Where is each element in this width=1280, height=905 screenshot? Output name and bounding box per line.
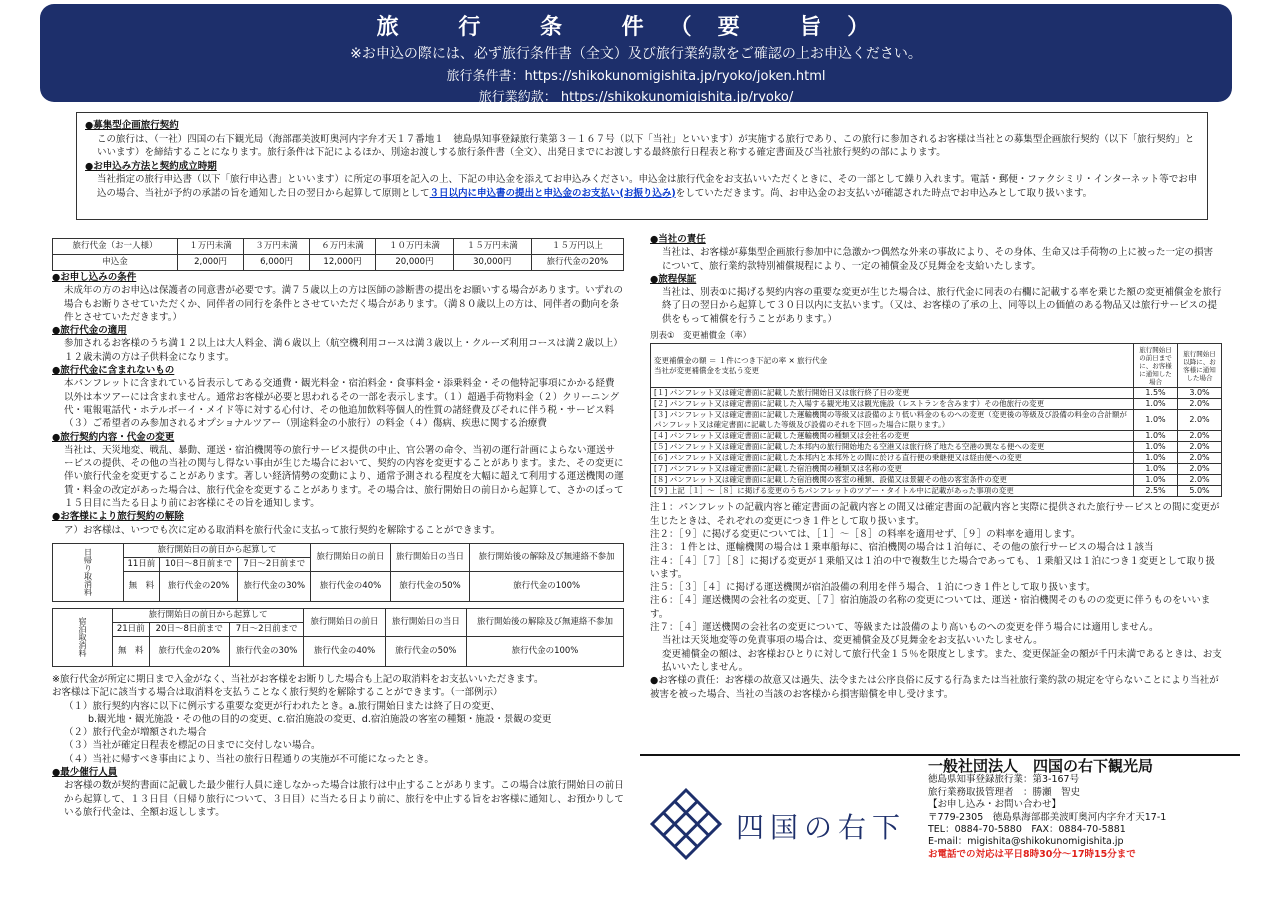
table-side-label: 日帰り取消料	[53, 543, 124, 601]
org-name: 一般社団法人 四国の右下観光局	[928, 757, 1154, 775]
logo-text: 四国の右下	[736, 811, 907, 844]
table-cell: 1.0%	[1134, 464, 1178, 475]
note-item: 注５：［３］［４］に掲げる運送機関が宿泊設備の利用を伴う場合、１泊につき１件として取り扱います。	[650, 582, 1096, 594]
page-title: 旅 行 条 件（要 旨）	[376, 15, 896, 40]
table-cell: 1.0%	[1134, 431, 1178, 442]
section-heading: ●お申込み方法と契約成立時期	[85, 160, 217, 172]
table-cell: 旅行代金の20%	[149, 636, 229, 666]
section-text: お客様の数が契約書面に記載した最少催行人員に達しなかった場合は旅行は中止することがあります。この場合は旅行開始日の前日から起算して、１３日目（日帰り旅行について、３日目）に当たる日より前に、旅行を中止する旨をお客様に通知し、お預かりしている旅行代金は、全額お返しします。	[64, 780, 624, 818]
table-cell: [８] パンフレット又は確定書面に記載した宿泊機関の客室の種類、設備又は景観その他の客室条件の変更	[651, 475, 1134, 486]
section-text: ※旅行代金が所定に期日まで入金がなく、当社がお客様をお断りした場合も上記の取消料をお支払いいただきます。	[52, 673, 544, 685]
table-cell: 旅行開始日の当日	[390, 543, 470, 571]
note-item: 注７：［４］運送機関の会社名の変更について、等級または設備のより高いものへの変更を伴う場合には適用しません。	[650, 622, 1159, 634]
table-cell: １５万円以上	[531, 239, 623, 255]
table-cell: 旅行代金の50%	[390, 571, 470, 601]
list-item: （２）旅行代金が増額された場合	[64, 727, 207, 739]
table-cell: 旅行代金の20%	[159, 571, 238, 601]
table-cell: ６万円未満	[310, 239, 376, 255]
cancel-table-day	[52, 543, 624, 602]
phone-fax: TEL：0884-70-5880 FAX：0884-70-5881	[928, 824, 1126, 836]
table-title: 別表① 変更補償金（率）	[650, 331, 752, 342]
table-cell: 12,000円	[310, 255, 376, 271]
table-cell: 無 料	[113, 636, 150, 666]
section-heading: ●最少催行人員	[52, 767, 118, 779]
section-text: 当社は、お客様が募集型企画旅行参加中に急激かつ偶然な外来の事故により、その身体、生命又は手荷物の上に被った一定の損害について、旅行業約款特別補償規程により、一定の補償金及び見舞金を支給いたします。	[662, 247, 1214, 272]
deposit-table	[52, 238, 624, 271]
table-cell: 2.0%	[1178, 410, 1222, 431]
notes-list	[650, 501, 1222, 634]
manager: 旅行業務取扱管理者 ：勝瀬 智史	[928, 786, 1081, 798]
table-head: 旅行開始日の前日までに、お客様に通知した場合	[1134, 344, 1178, 388]
table-cell: ３万円未満	[244, 239, 310, 255]
table-cell: 3.0%	[1178, 388, 1222, 399]
contract-box	[76, 112, 1208, 220]
table-cell: [５] パンフレット又は確定書面に記載した本邦内の旅行開始地たる空港又は旅行終了地たる空港の異なる便への変更	[651, 442, 1134, 453]
list-item: （４）当社に帰すべき事由により、当社の旅行日程通りの実施が不可能になったとき。	[64, 753, 434, 765]
table-cell: 旅行開始後の解除及び無連絡不参加	[470, 543, 624, 571]
section-text: 当社は、別表①に掲げる契約内容の重要な変更が生じた場合は、旅行代金に同表の右欄に記載する率を乗じた額の変更補償金を旅行終了日の翌日から起算して３０日以内に支払います。（又は、お客様の了承の上、同等以上の価値のある物品又は旅行サービスの提供をもって補償を行うことがあります。）	[662, 287, 1222, 325]
table-cell: 旅行代金の20%	[531, 255, 623, 271]
table-cell: 1.0%	[1134, 453, 1178, 464]
note-item: 注６：［４］運送機関の会社名の変更、［７］宿泊施設の名称の変更については、運送・宿泊機関そのものの変更に伴うものをいいます。	[650, 595, 1211, 620]
table-cell: 7日〜2日前まで	[238, 557, 311, 571]
note-item: 注２：［９］に掲げる変更については、［１］〜［８］の料率を適用せず、［９］の料率を適用します。	[650, 528, 1081, 540]
email: E-mail：migishita@shikokunomigishita.jp	[928, 836, 1124, 848]
note-item: 注４：［４］［７］［８］に掲げる変更が１乗船又は１泊の中で複数生じた場合であっても、１乗船又は１泊につき１変更として取り扱います。	[650, 555, 1215, 580]
section-heading: ●旅行代金の適用	[52, 325, 127, 337]
section-text: 当社は天災地変等の免責事項の場合は、変更補償金及び見舞金をお支払いいたしません。	[662, 635, 1043, 647]
table-cell: 旅行代金（お一人様）	[53, 239, 178, 255]
table-cell: 旅行代金の100%	[470, 571, 624, 601]
table-cell: 無 料	[124, 571, 160, 601]
table-cell: 20,000円	[376, 255, 454, 271]
table-cell: １０万円未満	[376, 239, 454, 255]
section-heading: ●募集型企画旅行契約	[85, 120, 179, 131]
table-cell: 旅行代金の40%	[304, 636, 385, 666]
address: 〒779-2305 徳島県海部郡美波町奥河内字弁才天17-1	[928, 811, 1167, 823]
table-cell: 1.5%	[1134, 388, 1178, 399]
table-cell: 旅行開始日の前日から起算して	[124, 543, 311, 557]
table-cell: 旅行代金の30%	[238, 571, 311, 601]
table-cell: 2.0%	[1178, 431, 1222, 442]
table-cell: 20日〜8日前まで	[149, 622, 229, 636]
section-text: 参加されるお客様のうち満１２以上は大人料金、満６歳以上（航空機利用コースは満３歳以上・クルーズ利用コースは満２歳以上）１２歳未満の方は子供料金になります。	[64, 338, 623, 363]
table-head: 旅行開始日以降に、お客様に通知した場合	[1178, 344, 1222, 388]
contact-heading: 【お申し込み・お問い合わせ】	[928, 799, 1062, 811]
table-side-label: 宿泊取消料	[53, 608, 113, 666]
hours-notice: お電話での対応は平日8時30分〜17時15分まで	[928, 848, 1136, 860]
table-cell: 2.0%	[1178, 442, 1222, 453]
table-cell: １５万円未満	[453, 239, 531, 255]
table-cell: 2,000円	[178, 255, 244, 271]
highlight-text: ３日以内に申込書の提出と申込金のお支払い(お振り込み)	[429, 187, 676, 199]
table-head: 変更補償金の額 ＝ １件につき下記の率 × 旅行代金 当社が変更補償金を支払う変更	[651, 344, 1134, 388]
table-cell: 1.0%	[1134, 442, 1178, 453]
joken-url: 旅行条件書：https://shikokunomigishita.jp/ryoko/joken.html	[446, 69, 826, 84]
list-item: （３）当社が確定日程表を標記の日までに交付しない場合。	[64, 740, 321, 752]
section-heading: ●お申し込みの条件	[52, 272, 137, 283]
table-cell: 2.0%	[1178, 464, 1222, 475]
section-heading: ●旅行契約内容・代金の変更	[52, 431, 175, 443]
section-heading: ●お客様により旅行契約の解除	[52, 511, 184, 523]
table-cell: [３] パンフレット又は確定書面に記載した運輸機関の等級又は設備のより低い料金のものへの変更（変更後の等級及び設備の料金の合計額がパンフレット又は確定書面に記載した等級及び設備のそれを下回った場合に限ります。）	[651, 410, 1134, 431]
section-text: この旅行は、（一社）四国の右下観光局（海部郡美波町奥河内字弁才天１７番地１ 徳島県知事登録旅行業第３－１６７号（以下「当社」といいます）が実施する旅行であり、この旅行に参加されるお客様は当社との募集型企画旅行契約（以下「旅行契約」といいます）を締結することになります。旅行条件は下記によるほか、別途お渡しする旅行条件書（全文）、出発日までにお渡しする最終旅行日程表と称する確定書面及び当社旅行契約の部によります。	[97, 133, 1195, 158]
table-cell: 旅行開始日の前日	[304, 608, 385, 636]
table-cell: 2.0%	[1178, 475, 1222, 486]
table-cell: 11日前	[124, 557, 160, 571]
table-cell: 申込金	[53, 255, 178, 271]
section-heading: ●旅程保証	[650, 273, 697, 285]
table-cell: [７] パンフレット又は確定書面に記載した宿泊機関の種類又は名称の変更	[651, 464, 1134, 475]
list-item: （１）旅行契約内容に以下に例示する重要な変更が行われたとき。a.旅行開始日または終了日の変更、	[64, 700, 500, 712]
logo-icon	[648, 786, 724, 862]
table-cell: 旅行開始日の前日から起算して	[113, 608, 304, 622]
section-text: 当社指定の旅行申込書（以下「旅行申込書」といいます）に所定の事項を記入の上、下記の申込金を添えてお申込みください。申込金は旅行代金をお支払いいただくときに、その一部として繰り入れます。電話・郵便・ファクシミリ・インターネット等でお申込の場合、当社が予約の承諾の旨を通知した日の翌日から起算して原則として３日以内に申込書の提出と申込金のお支払い(お振り込み)をしていただきます。尚、お申込金のお支払いが確認された時点でお申込みとして取り扱います。	[97, 174, 1198, 199]
table-cell: [１] パンフレット又は確定書面に記載した旅行開始日又は旅行終了日の変更	[651, 388, 1134, 399]
left-column	[52, 238, 624, 819]
table-cell: 旅行代金の50%	[385, 636, 466, 666]
table-cell: 10日〜8日前まで	[159, 557, 238, 571]
section-text: 当社は、天災地変、戦乱、暴動、運送・宿泊機関等の旅行サービス提供の中止、官公署の命令、当初の運行計画によらない運送サービスの提供、その他の当社の関与し得ない事由が生じた場合において、契約の内容を変更することがあります。また、その変更に伴い旅行代金を変更することがあります。著しい経済情勢の変動により、通常予測される程度を大幅に超えて利用する運送機関の運賃・料金の改定があった場合は、旅行代金を変更することがあります。その場合は、旅行開始日の前日から起算して、さかのぼって１５日目に当たる日より前にお客様にその旨を通知します。	[64, 444, 624, 510]
table-cell: 旅行開始日の前日	[311, 543, 391, 571]
section-text: お客様は下記に該当する場合は取消料を支払うことなく旅行契約を解除することができます。（一部例示）	[52, 687, 503, 699]
registration: 徳島県知事登録旅行業：第3-167号	[928, 774, 1080, 786]
note-item: 注３：１件とは、運輸機関の場合は１乗車船毎に、宿泊機関の場合は１泊毎に、その他の旅行サービスの場合は１該当	[650, 542, 1154, 554]
table-cell: １万円未満	[178, 239, 244, 255]
org-info	[928, 757, 1240, 861]
section-text: 本パンフレットに含まれている旨表示してある交通費・観光料金・宿泊料金・食事料金・添乗料金・その他特記事項にかかる経費以外は本ツアーには含まれません。通常お客様が必要と思われるその一部を表示します。（１）超過手荷物料金（２）クリーニング代・電報電話代・ホテルボーイ・メイド等に対する心付け、その他追加飲料等個人的性質の諸経費及びそれに伴う税・サービス料（３）ご希望者のみ参加されるオプショナルツアー（別途料金の小旅行）の料金（４）傷病、疾患に関する治療費	[64, 378, 620, 430]
table-cell: 7日〜2日前まで	[229, 622, 303, 636]
table-cell: 6,000円	[244, 255, 310, 271]
section-text: ア）お客様は、いつでも次に定める取消料を旅行代金に支払って旅行契約を解除することができます。	[64, 524, 501, 536]
right-column	[650, 233, 1222, 701]
table-cell: 旅行代金の40%	[311, 571, 391, 601]
table-cell: [６] パンフレット又は確定書面に記載した本邦内と本邦外との間に於ける直行便の乗継便又は経由便への変更	[651, 453, 1134, 464]
note-item: 注１：パンフレットの記載内容と確定書面の記載内容との間又は確定書面の記載内容と実際に提供された旅行サービスとの間に変更が生じたときは、それぞれの変更につき１件として取り扱います。	[650, 502, 1220, 527]
footer	[640, 754, 1240, 894]
section-text: 変更補償金の額は、お客様おひとりに対して旅行代金１５％を限度とします。また、変更保証金の額が千円未満であるときは、お支払いいたしません。	[662, 648, 1222, 673]
section-heading: ●当社の責任	[650, 234, 706, 245]
list-item: b.観光地・観光施設・その他の目的の変更、c.宿泊施設の変更、d.宿泊施設の客室の種類・施設・景観の変更	[88, 713, 552, 725]
section-text: 未成年の方のお申込は保護者の同意書が必要です。満７５歳以上の方は医師の診断書の提出をお願いする場合があります。いずれの場合もお断りさせていただくか、同伴者の同行を条件とさせていただく場合があります。（満８０歳以上の方は、同伴者の動向を条件とさせていただきます。）	[64, 285, 623, 323]
table-cell: 30,000円	[453, 255, 531, 271]
table-cell: 5.0%	[1178, 486, 1222, 497]
table-cell: 1.0%	[1134, 399, 1178, 410]
yakkan-url: 旅行業約款： https://shikokunomigishita.jp/ryoko/	[478, 90, 794, 105]
notice-text: ※お申込の際には、必ず旅行条件書（全文）及び旅行業約款をご確認の上お申込ください。	[350, 46, 922, 62]
table-cell: [９] 上記［１］〜［８］に掲げる変更のうちパンフレットのツアー・タイトル中に記載があった事項の変更	[651, 486, 1134, 497]
section-heading: ●旅行代金に含まれないもの	[52, 365, 175, 377]
table-cell: 1.0%	[1134, 410, 1178, 431]
table-cell: 旅行代金の100%	[466, 636, 623, 666]
table-cell: [２] パンフレット又は確定書面に記載した入場する観光地又は観光施設（レストランを含みます）その他旅行の変更	[651, 399, 1134, 410]
table-cell: [４] パンフレット又は確定書面に記載した運輸機関の種類又は会社名の変更	[651, 431, 1134, 442]
table-cell: 1.0%	[1134, 475, 1178, 486]
table-cell: 2.0%	[1178, 453, 1222, 464]
cancel-table-stay	[52, 608, 624, 667]
table-cell: 旅行開始後の解除及び無連絡不参加	[466, 608, 623, 636]
table-cell: 旅行代金の30%	[229, 636, 303, 666]
compensation-table	[650, 343, 1222, 497]
table-cell: 2.5%	[1134, 486, 1178, 497]
table-cell: 2.0%	[1178, 399, 1222, 410]
table-cell: 21日前	[113, 622, 150, 636]
header-banner	[40, 4, 1232, 105]
section-text: ●お客様の責任：お客様の故意又は過失、法令または公序良俗に反する行為または当社旅行業約款の規定を守らないことにより当社が被害を被った場合、当社の当該のお客様から損害賠償を申し受けます。	[650, 675, 1219, 700]
table-cell: 旅行開始日の当日	[385, 608, 466, 636]
